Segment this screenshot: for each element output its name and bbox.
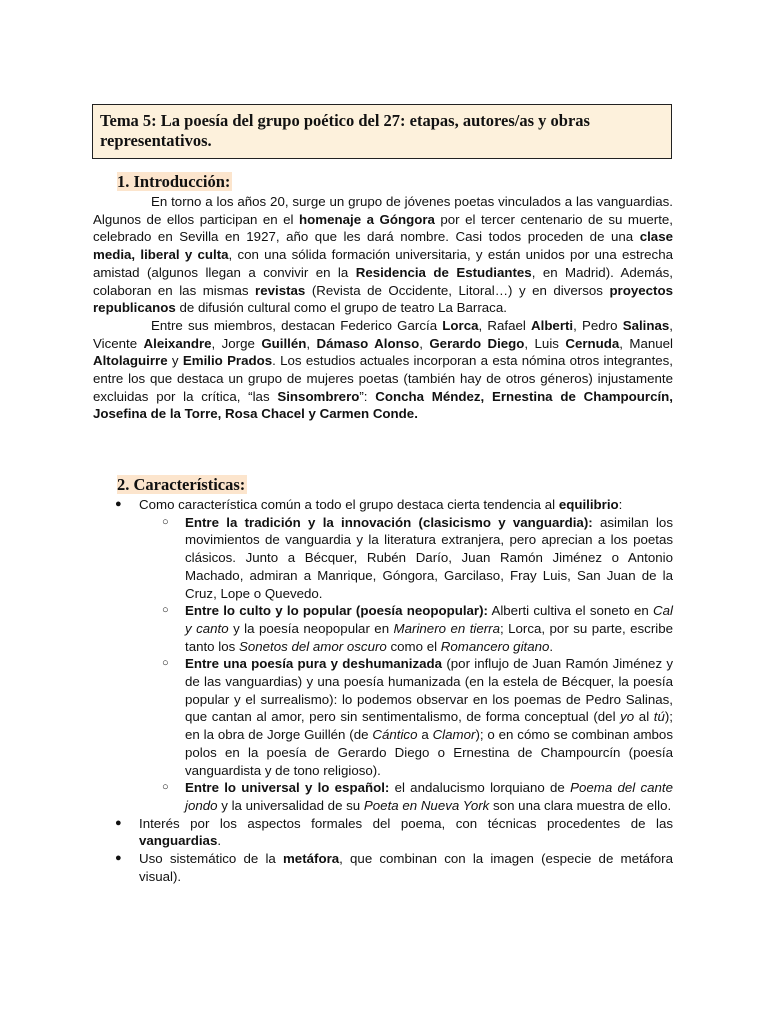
list-item: ● Interés por los aspectos formales del poema, con técnicas procedentes de las vanguardias. [115, 815, 673, 849]
sub-list [139, 514, 673, 815]
list-item: ● Uso sistemático de la metáfora, que combinan con la imagen (especie de metáfora visual). [115, 851, 673, 884]
document-title: Tema 5: La poesía del grupo poético del 27: etapas, autores/as y obras representativos. [92, 104, 672, 159]
bullet-icon: ● [115, 498, 122, 510]
paragraph: En torno a los años 20, surge un grupo de jóvenes poetas vinculados a las vanguardias. Algunos de ellos participan en el homenaje a Góngora por el tercer centenario de su muerte, celebrado en Sevilla en 1927, año que les dará nombre. Casi todos proceden de una clase media, liberal y culta, con una sólida formación universitaria, y están unidos por una estrecha amistad (algunos llegan a convivir en la Residencia de Estudiantes, en Madrid). Además, colaboran en las mismas revistas (Revista de Occidente, Litoral…) y en diversos proyectos republicanos de difusión cultural como el grupo de teatro La Barraca. [93, 194, 673, 316]
introduccion-body [93, 193, 673, 423]
sub-list-item: ○ Entre lo universal y lo español: el andalucismo lorquiano de Poema del cante jondo y la universalidad de su Poeta en Nueva York son una clara muestra de ello. [162, 780, 673, 813]
bullet-icon: ● [115, 852, 122, 865]
sub-list-item: ○ Entre la tradición y la innovación (clasicismo y vanguardia): asimilan los movimientos de vanguardia y la literatura extranjera, pero aprecian a los poetas clásicos. Junto a Bécquer, Rubén Darío, Juan Ramón Jiménez o Antonio Machado, admiran a Manrique, Góngora, Garcilaso, Fray Luis, San Juan de la Cruz, Lope o Quevedo. [162, 514, 673, 601]
sub-list-item: ○ Entre lo culto y lo popular (poesía neopopular): Alberti cultiva el soneto en Cal y canto y la poesía neopopular en Marinero en tierra; Lorca, por su parte, escribe tanto los Sonetos del amor oscuro como el Romancero gitano. [162, 603, 673, 654]
hollow-bullet-icon: ○ [162, 657, 169, 670]
section-heading-introduccion: 1. Introducción: [117, 172, 231, 191]
sub-list-item: ○ Entre una poesía pura y deshumanizada (por influjo de Juan Ramón Jiménez y de las vanguardias) y una poesía humanizada (en la estela de Bécquer, la poesía popular y el surrealismo): lo podemos observar en los poemas de Pedro Salinas, que cantan al amor, pero sin sentimentalismo, de forma conceptual (del yo al tú); en la obra de Jorge Guillén (de Cántico a Clamor); o en cómo se combinan ambos polos en la poesía de Gerardo Diego o Ernestina de Champourcín (poesía vanguardista y de tono religioso). [162, 656, 674, 778]
section-heading-caracteristicas: 2. Características: [117, 475, 246, 494]
hollow-bullet-icon: ○ [162, 604, 169, 617]
list-item: ● Como característica común a todo el grupo destaca cierta tendencia al equilibrio: ○ Entre la tradición y la innovación (clasicismo y vanguardia): asimilan los movimientos de vanguardia y la literatura extranjera, pero aprecian a los poetas clásicos. Junto a Bécquer, Rubén Darío, Juan Ramón Jiménez o Antonio Machado, admiran a Manrique, Góngora, Garcilaso, Fray Luis, San Juan de la Cruz, Lope o Quevedo. ○ Entre lo culto y lo popular (poesía neopopular): Alberti cultiva el soneto en Cal y canto y la poesía neopopular en Marinero en tierra; Lorca, por su parte, escribe tanto los Sonetos del amor oscuro como el Romancero gitano. ○ Entre una poesía pura y deshumanizada (por influjo de Juan Ramón Jiménez y de las vanguardias) y una poesía humanizada (en la estela de Bécquer, la poesía popular y el surrealismo): lo podemos observar en los poemas de Pedro Salinas, que cantan al amor, pero sin sentimentalismo, de forma conceptual (del yo al tú); en la obra de Jorge Guillén (de Cántico a Clamor); o en cómo se combinan ambos polos en la poesía de Gerardo Diego o Ernestina de Champourcín (poesía vanguardista y de tono religioso). ○ Entre lo universal y lo español: el andalucismo lorquiano de Poema del cante jondo y la universalidad de su Poeta en Nueva York son una clara muestra de ello. [115, 497, 674, 813]
bullet-icon: ● [115, 816, 122, 829]
paragraph: Entre sus miembros, destacan Federico García Lorca, Rafael Alberti, Pedro Salinas, Vicente Aleixandre, Jorge Guillén, Dámaso Alonso, Gerardo Diego, Luis Cernuda, Manuel Altolaguirre y Emilio Prados. Los estudios actuales incorporan a esta nómina otros integrantes, entre los que destaca un grupo de mujeres poetas (también hay de otros géneros) injustamente excluidas por la crítica, “las Sinsombrero”: Concha Méndez, Ernestina de Champourcín, Josefina de la Torre, Rosa Chacel y Carmen Conde. [93, 317, 674, 422]
hollow-bullet-icon: ○ [162, 515, 169, 528]
hollow-bullet-icon: ○ [162, 781, 169, 794]
caracteristicas-list [93, 496, 673, 885]
